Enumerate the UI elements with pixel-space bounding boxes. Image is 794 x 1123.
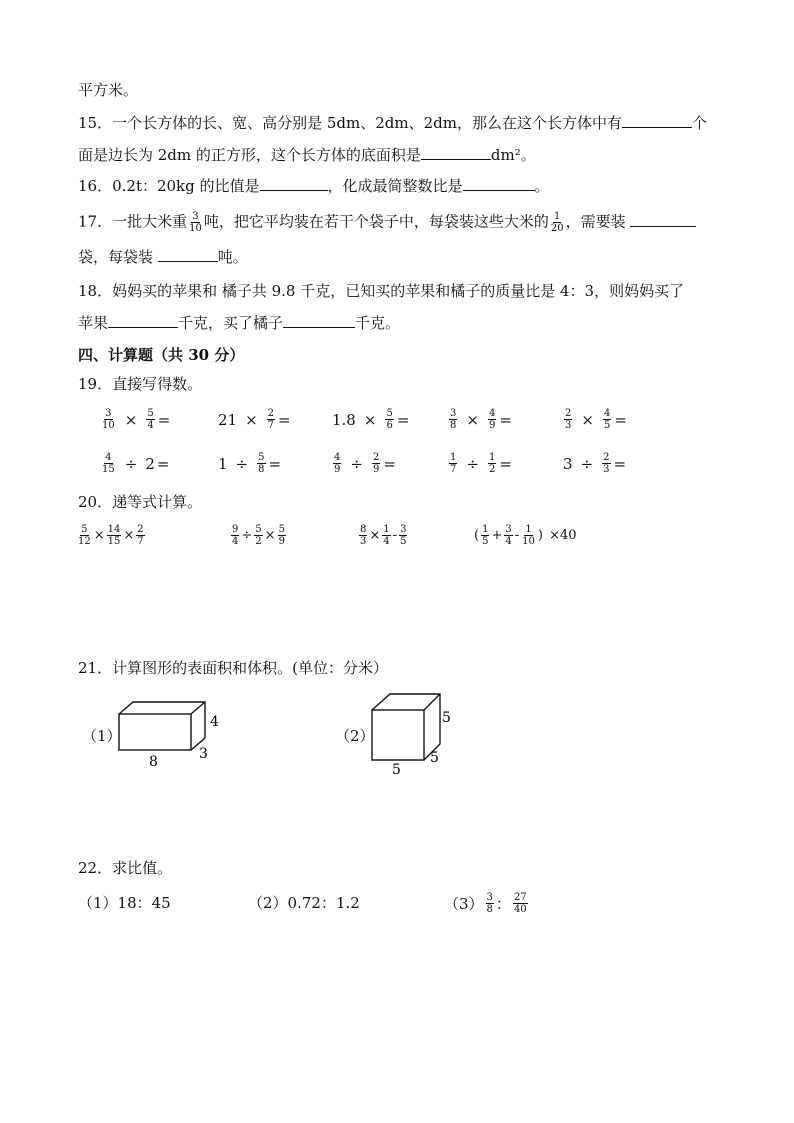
- q22-part-1: （1）18：45: [78, 894, 171, 912]
- q19-item: 1.8 × $\frac{5}{6}$ =: [332, 408, 410, 431]
- cube-dim-height-label: 5: [442, 710, 451, 726]
- cube-figure-2: [368, 692, 458, 782]
- q15-blank-1[interactable]: [622, 113, 692, 128]
- q21-figure-1-label: （1）: [82, 727, 122, 745]
- q19-item: $\frac{1}{7}$ ÷ $\frac{1}{2}$ =: [450, 452, 512, 475]
- dim-length-label: 8: [149, 754, 158, 770]
- q18-line-2: 苹果 千克，买了橘子 千克。: [78, 314, 401, 332]
- q15-line-2: 面是边长为 2dm 的正方形，这个长方体的底面积是 dm²。: [78, 146, 536, 164]
- cube-dim-width-label: 5: [430, 750, 439, 766]
- q14-end-text: 平方米。: [78, 81, 139, 99]
- q19-item: $\frac{4}{15}$ ÷ 2 =: [102, 452, 170, 475]
- q17-blank-1[interactable]: [630, 212, 696, 227]
- q17-fraction-2: $\frac{1}{20}$: [550, 211, 564, 234]
- q16-blank-1[interactable]: [260, 176, 328, 191]
- q19-item: $\frac{2}{3}$ × $\frac{4}{5}$ =: [565, 408, 627, 431]
- q19-item: $\frac{4}{9}$ ÷ $\frac{2}{9}$ =: [334, 452, 396, 475]
- q19-item: 1 ÷ $\frac{5}{8}$ =: [218, 452, 282, 475]
- q19-item: 3 ÷ $\frac{2}{3}$ =: [563, 452, 627, 475]
- q18-blank-1[interactable]: [108, 313, 178, 328]
- q15-line-1: 15．一个长方体的长、宽、高分别是 5dm、2dm、2dm，那么在这个长方体中有 个: [78, 114, 707, 132]
- q21-figure-2-label: （2）: [335, 727, 375, 745]
- section-4-heading: 四、计算题（共 30 分）: [78, 346, 245, 364]
- q15-blank-2[interactable]: [421, 145, 491, 160]
- cuboid-top-right-edge: [191, 702, 205, 714]
- q22-part-3: （3） $\frac{3}{8}$ ： $\frac{27}{40}$: [444, 892, 527, 915]
- q22-part-2: （2）0.72：1.2: [248, 894, 360, 912]
- q19-item: 21 × $\frac{2}{7}$ =: [218, 408, 291, 431]
- q21-title: 21．计算图形的表面积和体积。(单位：分米）: [78, 659, 388, 677]
- dim-height-label: 4: [210, 714, 219, 730]
- q19-title: 19．直接写得数。: [78, 375, 203, 393]
- q22-title: 22．求比值。: [78, 859, 173, 877]
- cube-front-face: [372, 710, 424, 760]
- cuboid-back-edges: [119, 702, 205, 750]
- q18-blank-2[interactable]: [283, 313, 355, 328]
- q18-line-1: 18．妈妈买的苹果和 橘子共 9.8 千克，已知买的苹果和橘子的质量比是 4：3，则妈妈买了: [78, 282, 685, 300]
- q20-expression-2: $\frac{9}{4}$ ÷ $\frac{5}{2}$ × $\frac{5}{9}$: [232, 524, 285, 547]
- q17-line-1: 17．一批大米重 $\frac{3}{10}$ 吨，把它平均装在若干个袋子中，每袋装这些大米的 $\frac{1}{20}$ ，需要装: [78, 211, 696, 234]
- q17-fraction-1: $\frac{3}{10}$: [189, 211, 202, 234]
- q20-expression-3: $\frac{8}{3}$ × $\frac{1}{4}$ - $\frac{3}{5}$: [360, 524, 407, 547]
- cube-dim-length-label: 5: [392, 762, 401, 778]
- q16-blank-2[interactable]: [463, 176, 535, 191]
- dim-width-label: 3: [199, 746, 208, 762]
- q19-item: $\frac{3}{8}$ × $\frac{4}{9}$ =: [450, 408, 512, 431]
- q16-line: 16．0.2t：20kg 的比值是 ，化成最简整数比是 。: [78, 177, 550, 195]
- q17-blank-2[interactable]: [158, 247, 218, 262]
- cuboid-figure-1: [115, 700, 235, 772]
- q20-expression-4: ( $\frac{1}{5}$ + $\frac{3}{4}$ - $\frac{1}{10}$ ) ×40: [474, 524, 577, 547]
- q20-expression-1: $\frac{5}{12}$ × $\frac{14}{15}$ × $\frac{2}{7}$: [78, 524, 144, 547]
- q19-item: $\frac{3}{10}$ × $\frac{5}{4}$ =: [102, 408, 171, 431]
- cube-top-right-edge: [424, 694, 440, 710]
- cuboid-front-face: [119, 714, 191, 750]
- q20-title: 20．递等式计算。: [78, 493, 203, 511]
- q17-line-2: 袋，每袋装 吨。: [78, 248, 248, 266]
